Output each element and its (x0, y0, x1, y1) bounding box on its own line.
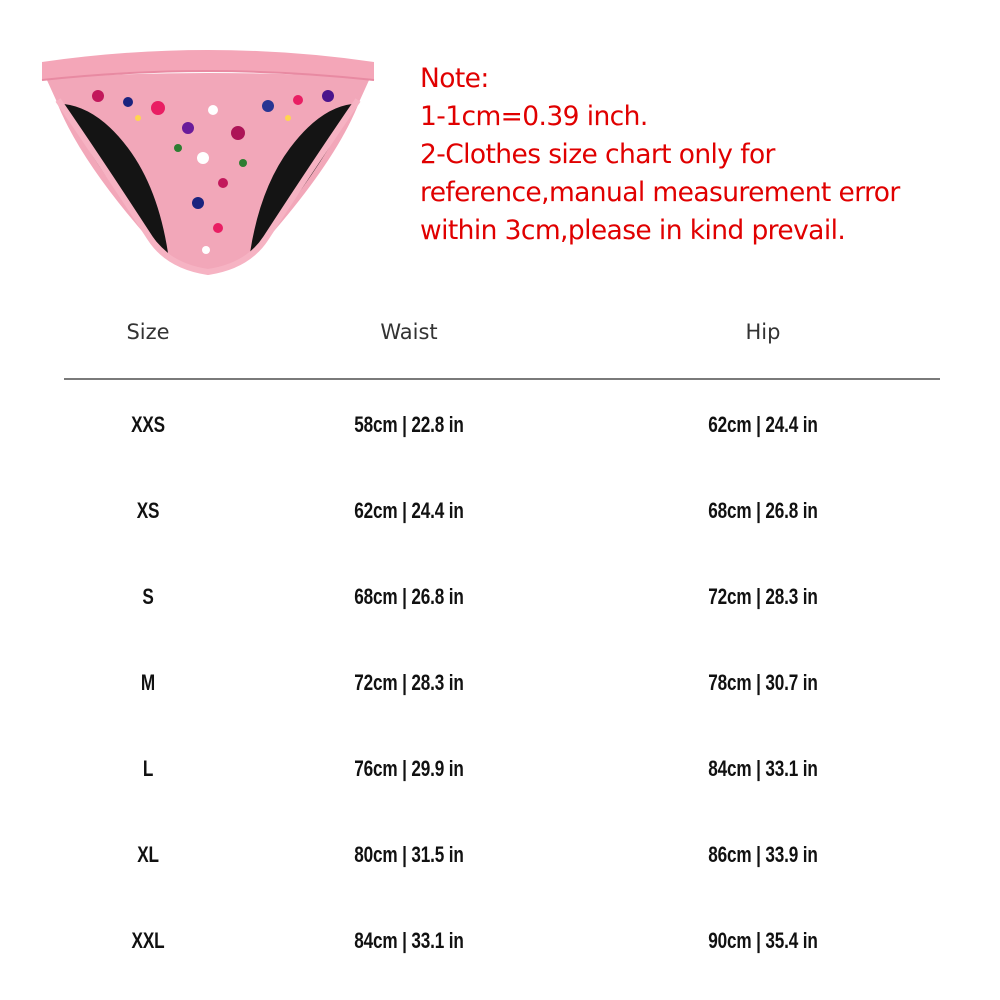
hip-cell: 90cm | 35.4 in (708, 928, 818, 953)
waist-cell: 62cm | 24.4 in (354, 498, 464, 523)
table-row (64, 380, 940, 466)
hip-cell: 86cm | 33.9 in (708, 842, 818, 867)
waist-cell: 80cm | 31.5 in (354, 842, 464, 867)
table-header (64, 300, 940, 380)
note-line: within 3cm,please in kind prevail. (420, 215, 846, 246)
hip-cell: 72cm | 28.3 in (708, 584, 818, 609)
note-line: 2-Clothes size chart only for (420, 139, 775, 170)
size-cell: S (142, 584, 154, 609)
note-line: reference,manual measurement error (420, 177, 900, 208)
fabric-body (46, 73, 370, 274)
table-row (64, 552, 940, 638)
size-cell: XS (136, 498, 160, 523)
header-waist: Waist (380, 320, 438, 344)
hip-cell: 78cm | 30.7 in (708, 670, 818, 695)
table-row (64, 638, 940, 724)
size-cell: XXL (131, 928, 165, 953)
size-cell: XL (137, 842, 159, 867)
waist-cell: 68cm | 26.8 in (354, 584, 464, 609)
waist-cell: 58cm | 22.8 in (354, 412, 464, 437)
size-cell: M (140, 670, 156, 695)
size-note (420, 60, 980, 250)
hip-cell: 62cm | 24.4 in (708, 412, 818, 437)
header-hip: Hip (745, 320, 781, 344)
table-row (64, 896, 940, 982)
underwear-illustration (38, 38, 378, 283)
note-line: Note: (420, 63, 489, 94)
waist-cell: 72cm | 28.3 in (354, 670, 464, 695)
header-size: Size (126, 320, 170, 344)
table-row (64, 466, 940, 552)
waist-cell: 84cm | 33.1 in (354, 928, 464, 953)
size-cell: XXS (131, 412, 165, 437)
waist-cell: 76cm | 29.9 in (354, 756, 464, 781)
size-cell: L (142, 756, 154, 781)
hip-cell: 84cm | 33.1 in (708, 756, 818, 781)
note-line: 1-1cm=0.39 inch. (420, 101, 648, 132)
table-row (64, 724, 940, 810)
hip-cell: 68cm | 26.8 in (708, 498, 818, 523)
size-chart-table (64, 300, 940, 982)
table-row (64, 810, 940, 896)
product-image (38, 38, 378, 283)
